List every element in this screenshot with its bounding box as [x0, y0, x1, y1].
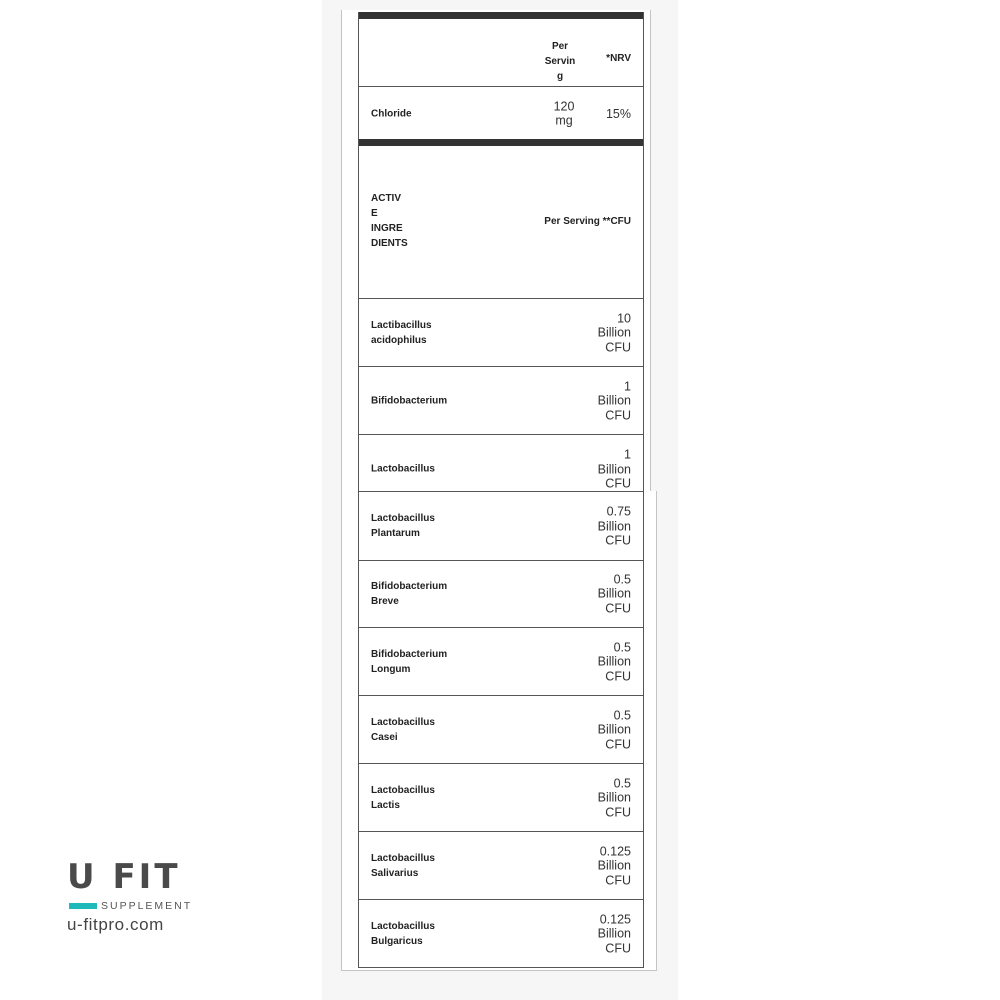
ingredient-row — [359, 628, 643, 696]
active-ingredients-header-row — [359, 146, 643, 299]
brand-name: U FIT — [67, 857, 181, 897]
ingredient-value: 0.5 Billion CFU — [597, 775, 631, 819]
ingredient-name: Bifidobacterium Longum — [371, 648, 448, 675]
ingredient-name: Lactibacillus acidophilus — [371, 319, 432, 346]
ingredient-name: Lactobacillus Casei — [371, 716, 435, 743]
ingredient-row — [359, 299, 643, 367]
ingredient-name: Bifidobacterium — [371, 395, 448, 406]
active-ingredients-label: ACTIV E INGRE DIENTS — [371, 193, 408, 249]
chloride-nrv: 15% — [605, 106, 631, 121]
ingredient-row — [359, 560, 643, 628]
per-serving-header: Per Servin g — [544, 41, 576, 82]
ingredient-value: 1 Billion CFU — [597, 378, 631, 422]
ingredient-name: Lactobacillus Bulgaricus — [371, 920, 435, 947]
brand-accent-bar — [69, 903, 97, 909]
chloride-amount: 120 mg — [553, 99, 575, 128]
ingredient-value: 0.125 Billion CFU — [597, 911, 631, 955]
nutrition-table-top — [358, 12, 644, 491]
ingredient-row — [359, 900, 643, 967]
brand-tagline-row — [67, 899, 197, 913]
ingredient-value: 0.5 Billion CFU — [597, 707, 631, 751]
ingredient-value: 1 Billion CFU — [597, 447, 631, 491]
ingredient-value: 0.75 Billion CFU — [597, 504, 631, 548]
ingredient-name: Bifidobacterium Breve — [371, 580, 448, 607]
ingredient-row — [359, 832, 643, 900]
ingredient-name: Lactobacillus Salivarius — [371, 852, 435, 879]
per-serving-cfu-header: Per Serving **CFU — [544, 216, 631, 227]
ingredient-row — [359, 764, 643, 832]
ingredient-name: Lactobacillus Plantarum — [371, 513, 435, 539]
table-header-row — [359, 19, 643, 87]
brand-url: u-fitpro.com — [67, 915, 164, 934]
table-top-bar — [359, 12, 643, 19]
ingredient-row — [359, 435, 643, 491]
ingredient-value: 0.5 Billion CFU — [597, 571, 631, 615]
ingredient-name: Lactobacillus — [371, 463, 435, 475]
brand-tagline: SUPPLEMENT — [101, 900, 193, 912]
nrv-header: *NRV — [606, 53, 631, 64]
ingredient-value: 0.5 Billion CFU — [597, 639, 631, 683]
ingredient-row — [359, 491, 643, 561]
ingredient-value: 0.125 Billion CFU — [597, 843, 631, 887]
nutrition-table-bottom — [358, 491, 644, 968]
chloride-row — [359, 87, 643, 141]
ingredient-row — [359, 367, 643, 435]
active-section-bar — [359, 139, 643, 146]
chloride-name: Chloride — [371, 108, 412, 119]
ingredient-value: 10 Billion CFU — [597, 310, 631, 354]
ingredient-name: Lactobacillus Lactis — [371, 784, 435, 811]
brand-logo — [67, 858, 197, 935]
ingredient-row — [359, 696, 643, 764]
